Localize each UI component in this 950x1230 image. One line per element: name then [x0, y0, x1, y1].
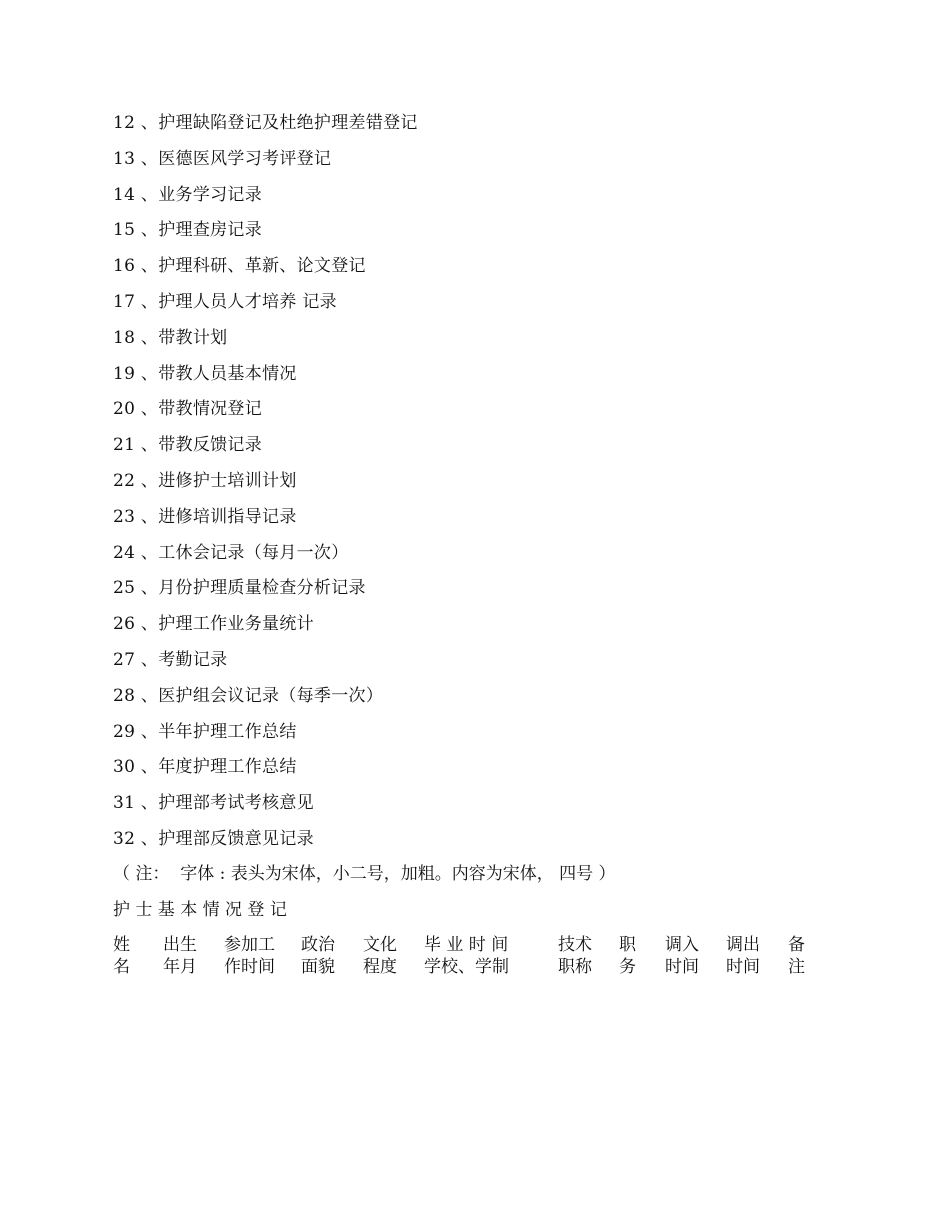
- list-item: 15 、护理查房记录: [113, 220, 263, 241]
- header-line-1: 职: [619, 935, 636, 955]
- list-item: 17 、护理人员人才培养 记录: [113, 292, 337, 312]
- table-header-cell: [665, 934, 699, 978]
- header-line-1: 调出: [726, 935, 760, 955]
- table-header-cell: [558, 934, 592, 978]
- list-item: 25 、月份护理质量检查分析记录: [113, 578, 366, 599]
- header-line-1: 出生: [163, 935, 197, 955]
- header-line-1: 姓: [113, 935, 130, 955]
- header-line-2: 年月: [163, 957, 197, 977]
- header-line-2: 名: [113, 957, 130, 977]
- header-line-1: 技术: [558, 935, 592, 955]
- list-item: 30 、年度护理工作总结: [113, 757, 297, 778]
- table-header-cell: [301, 934, 335, 978]
- table-header-cell: [224, 934, 275, 978]
- table-header-cell: [113, 934, 130, 978]
- list-item: 12 、护理缺陷登记及杜绝护理差错登记: [113, 113, 418, 133]
- table-header-cell: [726, 934, 760, 978]
- list-item: 26 、护理工作业务量统计: [113, 614, 314, 635]
- header-line-2: 程度: [363, 957, 397, 977]
- font-note: （ 注： 字体 : 表头为宋体，小二号，加粗。内容为宋体， 四号 ）: [113, 864, 616, 884]
- header-line-1: 政治: [301, 935, 335, 955]
- header-line-2: 注: [788, 957, 805, 977]
- header-line-2: 作时间: [224, 957, 275, 977]
- list-item: 19 、带教人员基本情况: [113, 363, 297, 384]
- header-line-1: 文化: [363, 935, 397, 955]
- list-item: 20 、带教情况登记: [113, 399, 263, 420]
- list-item: 28 、医护组会议记录（每季一次）: [113, 685, 384, 706]
- table-header-cell: [163, 934, 197, 978]
- list-item: 31 、护理部考试考核意见: [113, 793, 314, 814]
- header-line-2: 时间: [726, 957, 760, 977]
- table-header-cell: [619, 934, 636, 978]
- list-item: 21 、带教反馈记录: [113, 435, 263, 456]
- table-header-cell: [788, 934, 805, 978]
- header-line-2: 职称: [558, 957, 592, 977]
- list-item: 32 、护理部反馈意见记录: [113, 829, 314, 849]
- header-line-1: 调入: [665, 935, 699, 955]
- list-item: 27 、考勤记录: [113, 650, 228, 670]
- list-item: 29 、半年护理工作总结: [113, 721, 297, 742]
- header-line-1: 备: [788, 935, 805, 955]
- header-line-1: 参加工: [224, 935, 275, 955]
- table-header-cell: [424, 934, 509, 978]
- list-item: 16 、护理科研、革新、论文登记: [113, 256, 366, 277]
- list-item: 23 、进修培训指导记录: [113, 506, 297, 527]
- header-line-2: 务: [619, 957, 636, 977]
- header-line-2: 学校、学制: [424, 957, 509, 977]
- list-item: 13 、医德医风学习考评登记: [113, 148, 332, 169]
- table-title: 护 士 基 本 情 况 登 记: [113, 900, 287, 920]
- header-line-2: 时间: [665, 957, 699, 977]
- header-line-2: 面貌: [301, 957, 335, 977]
- list-item: 14 、业务学习记录: [113, 184, 263, 205]
- header-line-1: 毕 业 时 间: [424, 935, 509, 955]
- list-item: 18 、带教计划: [113, 327, 228, 348]
- list-item: 24 、工休会记录（每月一次）: [113, 542, 349, 563]
- list-item: 22 、进修护士培训计划: [113, 471, 297, 491]
- table-header-cell: [363, 934, 397, 978]
